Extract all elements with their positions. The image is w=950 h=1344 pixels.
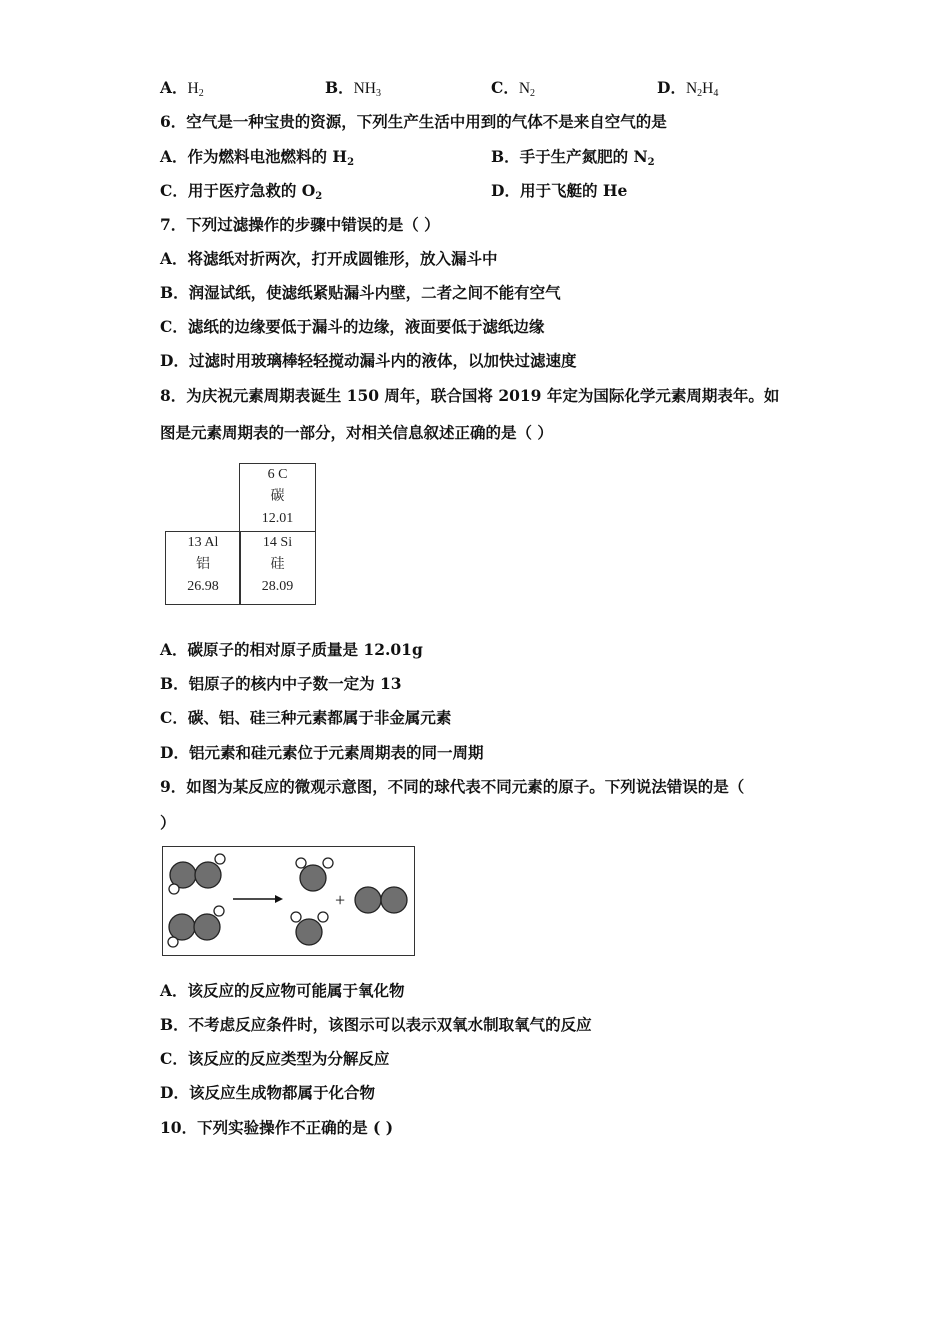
q9-option-d[interactable]: D．该反应生成物都属于化合物 (160, 1083, 375, 1102)
subscript: 2 (198, 88, 204, 99)
option-text: A．作为燃料电池燃料的 H (160, 147, 348, 166)
reactant-molecule (168, 906, 224, 947)
subscript: 2 (697, 88, 703, 99)
q8-option-c[interactable]: C．碳、铝、硅三种元素都属于非金属元素 (160, 708, 452, 727)
q5-option-c[interactable] (491, 78, 535, 104)
element-cell-carbon (239, 463, 316, 532)
q9-option-c[interactable]: C．该反应的反应类型为分解反应 (160, 1049, 390, 1068)
q6-option-a[interactable] (160, 147, 354, 173)
q9-option-a[interactable]: A．该反应的反应物可能属于氧化物 (160, 981, 405, 1000)
element-name: 铝 (196, 557, 210, 572)
reactant-molecule (169, 854, 225, 894)
q8-option-a[interactable]: A．碳原子的相对原子质量是 12.01g (160, 640, 423, 659)
element-mass: 28.09 (261, 579, 294, 594)
reaction-diagram (162, 846, 415, 956)
q9-option-b[interactable]: B．不考虑反应条件时，该图示可以表示双氧水制取氧气的反应 (160, 1015, 592, 1034)
q8-stem-line2: 图是元素周期表的一部分，对相关信息叙述正确的是（ ） (160, 423, 553, 442)
element-name: 硅 (270, 557, 285, 572)
option-letter: C． (491, 78, 519, 97)
plus-sign: + (335, 890, 346, 910)
product-molecule (296, 858, 333, 891)
formula: H (702, 80, 714, 97)
element-symbol: 6 C (267, 467, 288, 482)
q7-option-b[interactable]: B．润湿试纸，使滤纸紧贴漏斗内壁，二者之间不能有空气 (160, 283, 561, 302)
element-cell-aluminum (165, 531, 241, 605)
q6-option-d[interactable] (491, 181, 627, 201)
q8-stem-line1: 8．为庆祝元素周期表诞生 150 周年，联合国将 2019 年定为国际化学元素周期表年。如 (160, 386, 780, 405)
element-symbol: 14 Si (262, 535, 293, 550)
q7-option-a[interactable]: A．将滤纸对折两次，打开成圆锥形，放入漏斗中 (160, 249, 498, 268)
formula: H (187, 80, 199, 97)
q6-option-c[interactable] (160, 181, 322, 207)
formula: N (685, 80, 698, 97)
subscript: 2 (530, 88, 536, 99)
subscript: 3 (376, 88, 381, 99)
q8-option-d[interactable]: D．铝元素和硅元素位于元素周期表的同一周期 (160, 743, 484, 762)
reaction-arrow (233, 895, 283, 903)
reaction-diagram-svg (163, 847, 413, 954)
q9-stem-line2: ） (160, 813, 176, 832)
q6-stem: 6．空气是一种宝贵的资源，下列生产生活中用到的气体不是来自空气的是 (160, 112, 667, 131)
q5-option-d[interactable] (657, 78, 718, 104)
element-mass: 12.01 (261, 511, 294, 526)
q8-option-b[interactable]: B．铝原子的核内中子数一定为 13 (160, 674, 402, 693)
q7-option-c[interactable]: C．滤纸的边缘要低于漏斗的边缘，液面要低于滤纸边缘 (160, 317, 545, 336)
element-symbol: 13 Al (187, 535, 219, 550)
product-molecule (291, 912, 328, 945)
option-text: C．用于医疗急救的 O (160, 181, 316, 200)
element-cell-silicon (239, 531, 316, 605)
option-letter: D． (657, 78, 686, 97)
option-text: B．手于生产氮肥的 N (491, 147, 648, 166)
q9-stem-line1: 9．如图为某反应的微观示意图，不同的球代表不同元素的原子。下列说法错误的是（ (160, 777, 745, 796)
option-letter: B． (325, 78, 354, 97)
element-name: 碳 (270, 489, 285, 504)
q10-stem: 10．下列实验操作不正确的是 ( ) (160, 1118, 394, 1137)
subscript: 2 (315, 191, 323, 202)
formula: NH (353, 80, 376, 97)
q6-option-b[interactable] (491, 147, 655, 173)
subscript: 4 (713, 88, 719, 99)
subscript: 2 (647, 157, 655, 168)
q5-option-b[interactable] (325, 78, 381, 104)
q7-stem: 7．下列过滤操作的步骤中错误的是（ ） (160, 215, 440, 234)
option-text: D．用于飞艇的 He (491, 181, 628, 200)
product-molecule (355, 887, 407, 913)
option-letter: A． (160, 78, 188, 97)
subscript: 2 (347, 157, 355, 168)
formula: N (518, 80, 531, 97)
element-mass: 26.98 (187, 579, 219, 594)
q5-option-a[interactable] (160, 78, 204, 104)
q7-option-d[interactable]: D．过滤时用玻璃棒轻轻搅动漏斗内的液体，以加快过滤速度 (160, 351, 577, 370)
